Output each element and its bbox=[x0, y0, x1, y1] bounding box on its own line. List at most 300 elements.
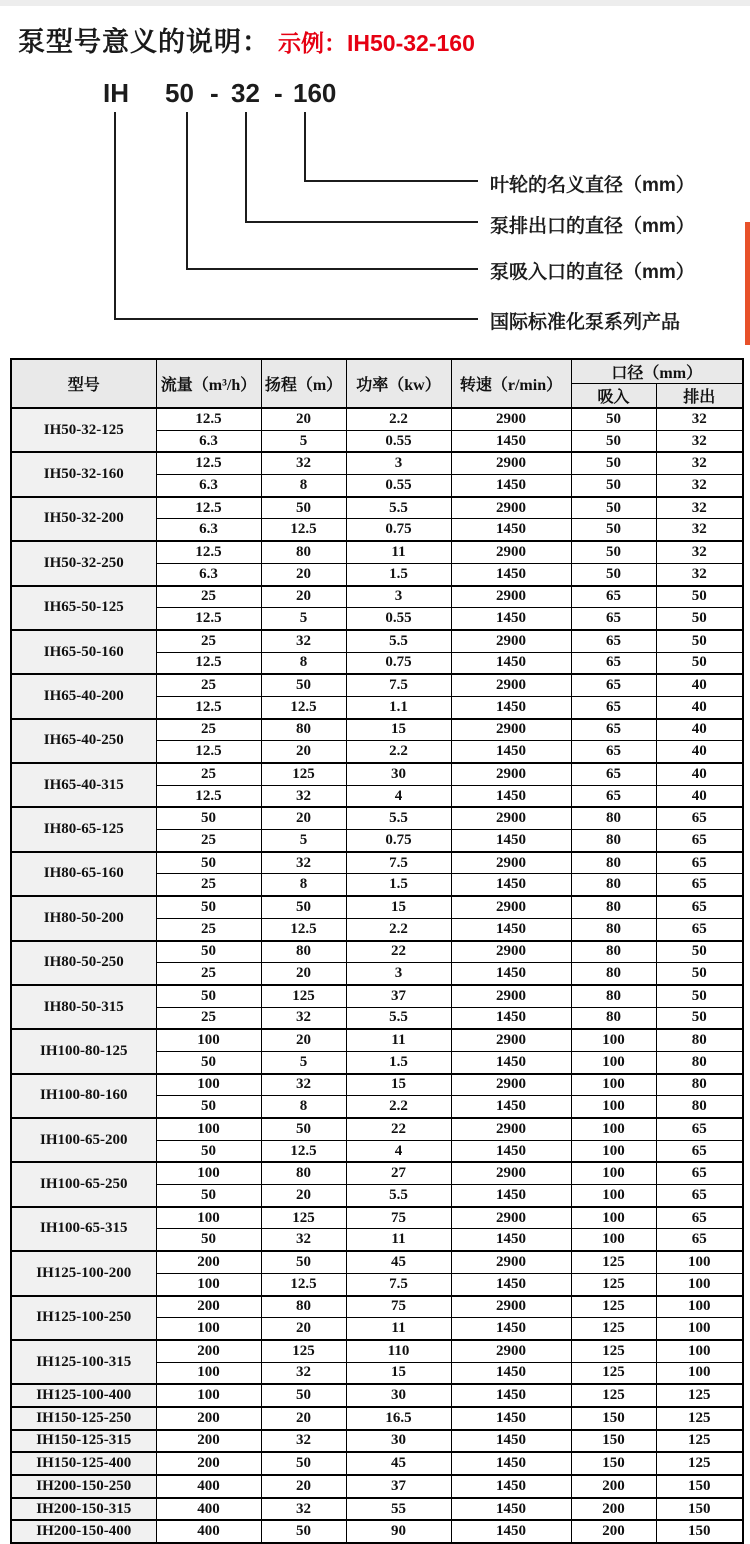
table-cell: 2900 bbox=[451, 985, 571, 1007]
table-cell: 100 bbox=[656, 1318, 743, 1340]
callout-line-discharge bbox=[245, 112, 247, 223]
table-cell: 50 bbox=[261, 1251, 346, 1273]
table-cell: 6.3 bbox=[156, 475, 261, 497]
table-cell: 2900 bbox=[451, 1029, 571, 1051]
page-title: 泵型号意义的说明： bbox=[18, 27, 270, 57]
code-part-series: IH bbox=[103, 78, 129, 108]
table-cell: 65 bbox=[656, 807, 743, 829]
table-cell: 125 bbox=[261, 1340, 346, 1362]
model-cell: IH150-125-250 bbox=[11, 1407, 156, 1430]
table-cell: 5 bbox=[261, 830, 346, 852]
table-cell: 1450 bbox=[451, 1362, 571, 1384]
table-cell: 1.5 bbox=[346, 874, 451, 896]
table-cell: 11 bbox=[346, 541, 451, 563]
table-cell: 400 bbox=[156, 1520, 261, 1543]
table-cell: 65 bbox=[571, 652, 656, 674]
model-cell: IH200-150-315 bbox=[11, 1498, 156, 1521]
table-cell: 80 bbox=[261, 941, 346, 963]
table-cell: 100 bbox=[656, 1296, 743, 1318]
table-cell: 40 bbox=[656, 674, 743, 696]
table-cell: 65 bbox=[571, 785, 656, 807]
table-cell: 32 bbox=[261, 852, 346, 874]
spec-table-body bbox=[11, 408, 743, 1543]
table-cell: 5.5 bbox=[346, 1185, 451, 1207]
table-cell: 50 bbox=[571, 519, 656, 541]
table-cell: 25 bbox=[156, 830, 261, 852]
table-cell: 32 bbox=[261, 1430, 346, 1453]
table-cell: 1.5 bbox=[346, 563, 451, 585]
table-cell: 45 bbox=[346, 1452, 451, 1475]
model-cell: IH80-50-250 bbox=[11, 941, 156, 985]
table-cell: 100 bbox=[571, 1162, 656, 1184]
table-cell: 50 bbox=[261, 497, 346, 519]
table-cell: 32 bbox=[261, 1498, 346, 1521]
table-cell: 0.55 bbox=[346, 608, 451, 630]
table-cell: 5 bbox=[261, 1051, 346, 1073]
table-row bbox=[11, 1475, 743, 1498]
right-edge-accent-bar bbox=[745, 222, 750, 345]
table-row bbox=[11, 1430, 743, 1453]
table-cell: 12.5 bbox=[261, 918, 346, 940]
table-row bbox=[11, 896, 743, 918]
table-cell: 50 bbox=[656, 1007, 743, 1029]
table-cell: 7.5 bbox=[346, 852, 451, 874]
model-cell: IH80-65-125 bbox=[11, 807, 156, 851]
table-row bbox=[11, 497, 743, 519]
callout-line-impeller bbox=[304, 112, 306, 182]
table-cell: 65 bbox=[571, 719, 656, 741]
table-cell: 37 bbox=[346, 985, 451, 1007]
diagram-label-impeller-diameter: 叶轮的名义直径（mm） bbox=[490, 175, 695, 196]
table-row bbox=[11, 1074, 743, 1096]
table-cell: 20 bbox=[261, 1029, 346, 1051]
table-cell: 125 bbox=[571, 1251, 656, 1273]
spec-table-container bbox=[10, 358, 744, 1544]
model-cell: IH150-125-400 bbox=[11, 1452, 156, 1475]
table-cell: 0.75 bbox=[346, 519, 451, 541]
table-cell: 25 bbox=[156, 586, 261, 608]
table-cell: 20 bbox=[261, 563, 346, 585]
table-cell: 8 bbox=[261, 874, 346, 896]
table-cell: 1450 bbox=[451, 963, 571, 985]
table-cell: 100 bbox=[156, 1029, 261, 1051]
table-cell: 15 bbox=[346, 896, 451, 918]
table-cell: 100 bbox=[656, 1362, 743, 1384]
table-cell: 2900 bbox=[451, 1162, 571, 1184]
table-cell: 40 bbox=[656, 696, 743, 718]
header-flow: 流量（m³/h） bbox=[156, 359, 261, 408]
table-cell: 1.1 bbox=[346, 696, 451, 718]
table-cell: 65 bbox=[571, 763, 656, 785]
model-cell: IH200-150-250 bbox=[11, 1475, 156, 1498]
table-cell: 50 bbox=[261, 1452, 346, 1475]
table-cell: 25 bbox=[156, 874, 261, 896]
table-cell: 12.5 bbox=[156, 541, 261, 563]
table-cell: 65 bbox=[571, 741, 656, 763]
model-cell: IH50-32-160 bbox=[11, 452, 156, 496]
table-cell: 1450 bbox=[451, 874, 571, 896]
table-cell: 65 bbox=[656, 830, 743, 852]
table-cell: 50 bbox=[261, 896, 346, 918]
table-row bbox=[11, 452, 743, 474]
table-cell: 1450 bbox=[451, 1229, 571, 1251]
table-cell: 50 bbox=[156, 1229, 261, 1251]
table-cell: 100 bbox=[156, 1162, 261, 1184]
table-cell: 2900 bbox=[451, 896, 571, 918]
table-cell: 27 bbox=[346, 1162, 451, 1184]
table-cell: 125 bbox=[571, 1340, 656, 1362]
table-cell: 50 bbox=[656, 608, 743, 630]
table-cell: 20 bbox=[261, 586, 346, 608]
table-cell: 1450 bbox=[451, 1007, 571, 1029]
table-cell: 4 bbox=[346, 785, 451, 807]
table-cell: 25 bbox=[156, 674, 261, 696]
table-cell: 50 bbox=[571, 430, 656, 452]
table-cell: 12.5 bbox=[156, 696, 261, 718]
table-cell: 50 bbox=[571, 475, 656, 497]
header-model: 型号 bbox=[11, 359, 156, 408]
table-cell: 100 bbox=[571, 1074, 656, 1096]
table-cell: 100 bbox=[571, 1029, 656, 1051]
table-cell: 1450 bbox=[451, 475, 571, 497]
table-cell: 3 bbox=[346, 586, 451, 608]
table-cell: 100 bbox=[656, 1340, 743, 1362]
table-cell: 12.5 bbox=[156, 785, 261, 807]
table-cell: 50 bbox=[571, 452, 656, 474]
table-cell: 50 bbox=[156, 1140, 261, 1162]
table-cell: 80 bbox=[571, 874, 656, 896]
callout-line-series bbox=[114, 112, 116, 320]
table-cell: 3 bbox=[346, 452, 451, 474]
model-cell: IH100-65-250 bbox=[11, 1162, 156, 1206]
table-cell: 12.5 bbox=[156, 452, 261, 474]
header-speed: 转速（r/min） bbox=[451, 359, 571, 408]
table-cell: 200 bbox=[156, 1407, 261, 1430]
table-cell: 25 bbox=[156, 763, 261, 785]
table-cell: 2900 bbox=[451, 1251, 571, 1273]
table-cell: 65 bbox=[656, 918, 743, 940]
table-cell: 65 bbox=[571, 674, 656, 696]
table-cell: 25 bbox=[156, 630, 261, 652]
table-cell: 5.5 bbox=[346, 807, 451, 829]
table-cell: 1450 bbox=[451, 830, 571, 852]
table-cell: 6.3 bbox=[156, 519, 261, 541]
table-cell: 50 bbox=[156, 985, 261, 1007]
table-cell: 100 bbox=[656, 1273, 743, 1295]
table-cell: 50 bbox=[656, 652, 743, 674]
model-cell: IH65-40-315 bbox=[11, 763, 156, 807]
table-cell: 1450 bbox=[451, 1273, 571, 1295]
table-cell: 5.5 bbox=[346, 630, 451, 652]
table-cell: 1450 bbox=[451, 1318, 571, 1340]
table-cell: 50 bbox=[156, 941, 261, 963]
pump-spec-table bbox=[10, 358, 744, 1544]
table-cell: 65 bbox=[571, 586, 656, 608]
table-cell: 1.5 bbox=[346, 1051, 451, 1073]
table-cell: 12.5 bbox=[156, 741, 261, 763]
table-cell: 1450 bbox=[451, 1407, 571, 1430]
table-cell: 80 bbox=[571, 1007, 656, 1029]
table-cell: 400 bbox=[156, 1498, 261, 1521]
table-cell: 1450 bbox=[451, 1185, 571, 1207]
table-cell: 50 bbox=[571, 408, 656, 430]
table-cell: 2900 bbox=[451, 719, 571, 741]
table-cell: 1450 bbox=[451, 1498, 571, 1521]
table-cell: 40 bbox=[656, 719, 743, 741]
table-cell: 150 bbox=[656, 1498, 743, 1521]
table-cell: 80 bbox=[261, 1162, 346, 1184]
table-cell: 20 bbox=[261, 1475, 346, 1498]
code-part-impeller: 160 bbox=[293, 78, 337, 108]
table-cell: 1450 bbox=[451, 918, 571, 940]
table-cell: 80 bbox=[656, 1074, 743, 1096]
table-cell: 20 bbox=[261, 408, 346, 430]
table-cell: 50 bbox=[156, 1051, 261, 1073]
table-cell: 0.75 bbox=[346, 830, 451, 852]
table-cell: 32 bbox=[656, 408, 743, 430]
model-cell: IH65-40-200 bbox=[11, 674, 156, 718]
table-cell: 32 bbox=[261, 452, 346, 474]
table-cell: 32 bbox=[656, 519, 743, 541]
callout-line-suction bbox=[186, 112, 188, 270]
table-cell: 65 bbox=[656, 896, 743, 918]
table-cell: 37 bbox=[346, 1475, 451, 1498]
table-cell: 2900 bbox=[451, 807, 571, 829]
table-cell: 100 bbox=[156, 1074, 261, 1096]
table-cell: 80 bbox=[261, 541, 346, 563]
table-cell: 20 bbox=[261, 741, 346, 763]
table-cell: 50 bbox=[156, 1185, 261, 1207]
table-cell: 20 bbox=[261, 1407, 346, 1430]
table-cell: 50 bbox=[261, 674, 346, 696]
table-cell: 65 bbox=[571, 608, 656, 630]
table-cell: 80 bbox=[571, 807, 656, 829]
table-row bbox=[11, 1251, 743, 1273]
table-cell: 125 bbox=[656, 1384, 743, 1407]
table-cell: 65 bbox=[571, 696, 656, 718]
table-cell: 11 bbox=[346, 1229, 451, 1251]
table-row bbox=[11, 630, 743, 652]
table-cell: 2900 bbox=[451, 674, 571, 696]
table-cell: 3 bbox=[346, 963, 451, 985]
table-cell: 0.55 bbox=[346, 475, 451, 497]
table-cell: 80 bbox=[656, 1096, 743, 1118]
table-cell: 90 bbox=[346, 1520, 451, 1543]
table-cell: 50 bbox=[571, 497, 656, 519]
header-caliber: 口径（mm） bbox=[571, 359, 743, 384]
table-row bbox=[11, 1162, 743, 1184]
table-cell: 15 bbox=[346, 1362, 451, 1384]
table-cell: 2.2 bbox=[346, 1096, 451, 1118]
table-cell: 25 bbox=[156, 719, 261, 741]
code-part-discharge: 32 bbox=[231, 78, 260, 108]
table-cell: 6.3 bbox=[156, 430, 261, 452]
example-model-text: 示例：IH50-32-160 bbox=[278, 30, 475, 56]
table-cell: 12.5 bbox=[261, 519, 346, 541]
table-cell: 2900 bbox=[451, 586, 571, 608]
model-cell: IH65-40-250 bbox=[11, 719, 156, 763]
table-cell: 1450 bbox=[451, 519, 571, 541]
table-cell: 100 bbox=[571, 1096, 656, 1118]
table-row bbox=[11, 1520, 743, 1543]
table-cell: 150 bbox=[656, 1475, 743, 1498]
table-cell: 2.2 bbox=[346, 918, 451, 940]
model-cell: IH50-32-125 bbox=[11, 408, 156, 452]
table-cell: 2900 bbox=[451, 541, 571, 563]
table-row bbox=[11, 1296, 743, 1318]
table-cell: 6.3 bbox=[156, 563, 261, 585]
table-cell: 200 bbox=[156, 1430, 261, 1453]
table-row bbox=[11, 674, 743, 696]
table-cell: 32 bbox=[261, 1362, 346, 1384]
table-cell: 100 bbox=[156, 1384, 261, 1407]
table-cell: 7.5 bbox=[346, 674, 451, 696]
table-row bbox=[11, 586, 743, 608]
table-cell: 80 bbox=[571, 896, 656, 918]
callout-line-suction bbox=[186, 268, 478, 270]
table-cell: 32 bbox=[656, 452, 743, 474]
table-cell: 2900 bbox=[451, 1340, 571, 1362]
table-cell: 1450 bbox=[451, 1384, 571, 1407]
table-cell: 15 bbox=[346, 1074, 451, 1096]
callout-line-series bbox=[114, 318, 478, 320]
table-cell: 12.5 bbox=[156, 652, 261, 674]
table-cell: 1450 bbox=[451, 696, 571, 718]
table-row bbox=[11, 719, 743, 741]
table-cell: 65 bbox=[656, 1140, 743, 1162]
table-row bbox=[11, 1384, 743, 1407]
table-cell: 1450 bbox=[451, 785, 571, 807]
table-cell: 0.75 bbox=[346, 652, 451, 674]
model-code-diagram bbox=[0, 0, 750, 345]
model-cell: IH125-100-250 bbox=[11, 1296, 156, 1340]
table-cell: 150 bbox=[571, 1430, 656, 1453]
table-cell: 200 bbox=[156, 1340, 261, 1362]
table-cell: 32 bbox=[261, 785, 346, 807]
table-cell: 2900 bbox=[451, 1296, 571, 1318]
table-cell: 2900 bbox=[451, 1074, 571, 1096]
table-cell: 65 bbox=[656, 1118, 743, 1140]
table-row bbox=[11, 1029, 743, 1051]
table-cell: 100 bbox=[156, 1362, 261, 1384]
table-cell: 100 bbox=[571, 1118, 656, 1140]
table-cell: 12.5 bbox=[156, 497, 261, 519]
table-cell: 200 bbox=[571, 1475, 656, 1498]
table-cell: 20 bbox=[261, 807, 346, 829]
table-cell: 80 bbox=[571, 918, 656, 940]
table-cell: 40 bbox=[656, 741, 743, 763]
table-cell: 45 bbox=[346, 1251, 451, 1273]
table-cell: 0.55 bbox=[346, 430, 451, 452]
table-cell: 50 bbox=[156, 896, 261, 918]
table-cell: 11 bbox=[346, 1318, 451, 1340]
table-cell: 40 bbox=[656, 763, 743, 785]
table-cell: 65 bbox=[656, 1162, 743, 1184]
table-cell: 32 bbox=[656, 563, 743, 585]
table-cell: 80 bbox=[571, 985, 656, 1007]
table-row bbox=[11, 1207, 743, 1229]
table-cell: 125 bbox=[656, 1407, 743, 1430]
table-cell: 80 bbox=[571, 852, 656, 874]
table-row bbox=[11, 852, 743, 874]
table-cell: 2900 bbox=[451, 1207, 571, 1229]
table-cell: 100 bbox=[656, 1251, 743, 1273]
code-dash: - bbox=[210, 78, 219, 108]
table-cell: 125 bbox=[261, 1207, 346, 1229]
table-cell: 100 bbox=[156, 1207, 261, 1229]
table-cell: 32 bbox=[261, 1074, 346, 1096]
table-cell: 100 bbox=[571, 1207, 656, 1229]
table-cell: 150 bbox=[571, 1407, 656, 1430]
table-cell: 125 bbox=[656, 1452, 743, 1475]
model-cell: IH125-100-400 bbox=[11, 1384, 156, 1407]
table-cell: 125 bbox=[571, 1384, 656, 1407]
model-cell: IH100-65-315 bbox=[11, 1207, 156, 1251]
table-cell: 80 bbox=[261, 719, 346, 741]
table-row bbox=[11, 408, 743, 430]
table-cell: 50 bbox=[156, 807, 261, 829]
table-cell: 75 bbox=[346, 1296, 451, 1318]
table-cell: 1450 bbox=[451, 1452, 571, 1475]
table-cell: 1450 bbox=[451, 1096, 571, 1118]
table-cell: 1450 bbox=[451, 563, 571, 585]
table-cell: 2900 bbox=[451, 452, 571, 474]
table-cell: 32 bbox=[656, 475, 743, 497]
table-cell: 200 bbox=[156, 1251, 261, 1273]
table-cell: 8 bbox=[261, 475, 346, 497]
table-row bbox=[11, 1452, 743, 1475]
table-cell: 50 bbox=[261, 1384, 346, 1407]
table-cell: 110 bbox=[346, 1340, 451, 1362]
table-cell: 80 bbox=[571, 963, 656, 985]
table-cell: 80 bbox=[656, 1029, 743, 1051]
table-cell: 2900 bbox=[451, 630, 571, 652]
table-row bbox=[11, 807, 743, 829]
table-cell: 32 bbox=[261, 630, 346, 652]
model-cell: IH200-150-400 bbox=[11, 1520, 156, 1543]
table-cell: 30 bbox=[346, 1384, 451, 1407]
table-cell: 50 bbox=[656, 985, 743, 1007]
table-cell: 50 bbox=[656, 941, 743, 963]
table-cell: 50 bbox=[656, 586, 743, 608]
diagram-label-discharge-diameter: 泵排出口的直径（mm） bbox=[490, 216, 695, 237]
header-suction: 吸入 bbox=[571, 384, 656, 409]
table-cell: 30 bbox=[346, 1430, 451, 1453]
table-cell: 1450 bbox=[451, 608, 571, 630]
table-cell: 75 bbox=[346, 1207, 451, 1229]
model-cell: IH80-65-160 bbox=[11, 852, 156, 896]
table-cell: 25 bbox=[156, 1007, 261, 1029]
table-cell: 22 bbox=[346, 1118, 451, 1140]
table-cell: 125 bbox=[571, 1318, 656, 1340]
model-cell: IH125-100-315 bbox=[11, 1340, 156, 1384]
table-cell: 8 bbox=[261, 1096, 346, 1118]
table-cell: 2900 bbox=[451, 763, 571, 785]
callout-line-impeller bbox=[304, 180, 478, 182]
code-dash: - bbox=[274, 78, 283, 108]
table-row bbox=[11, 1340, 743, 1362]
table-cell: 15 bbox=[346, 719, 451, 741]
table-cell: 11 bbox=[346, 1029, 451, 1051]
table-cell: 50 bbox=[656, 963, 743, 985]
model-cell: IH125-100-200 bbox=[11, 1251, 156, 1295]
table-cell: 2900 bbox=[451, 408, 571, 430]
table-cell: 4 bbox=[346, 1140, 451, 1162]
table-cell: 200 bbox=[571, 1498, 656, 1521]
table-cell: 1450 bbox=[451, 1520, 571, 1543]
table-header bbox=[11, 359, 743, 408]
table-cell: 1450 bbox=[451, 430, 571, 452]
